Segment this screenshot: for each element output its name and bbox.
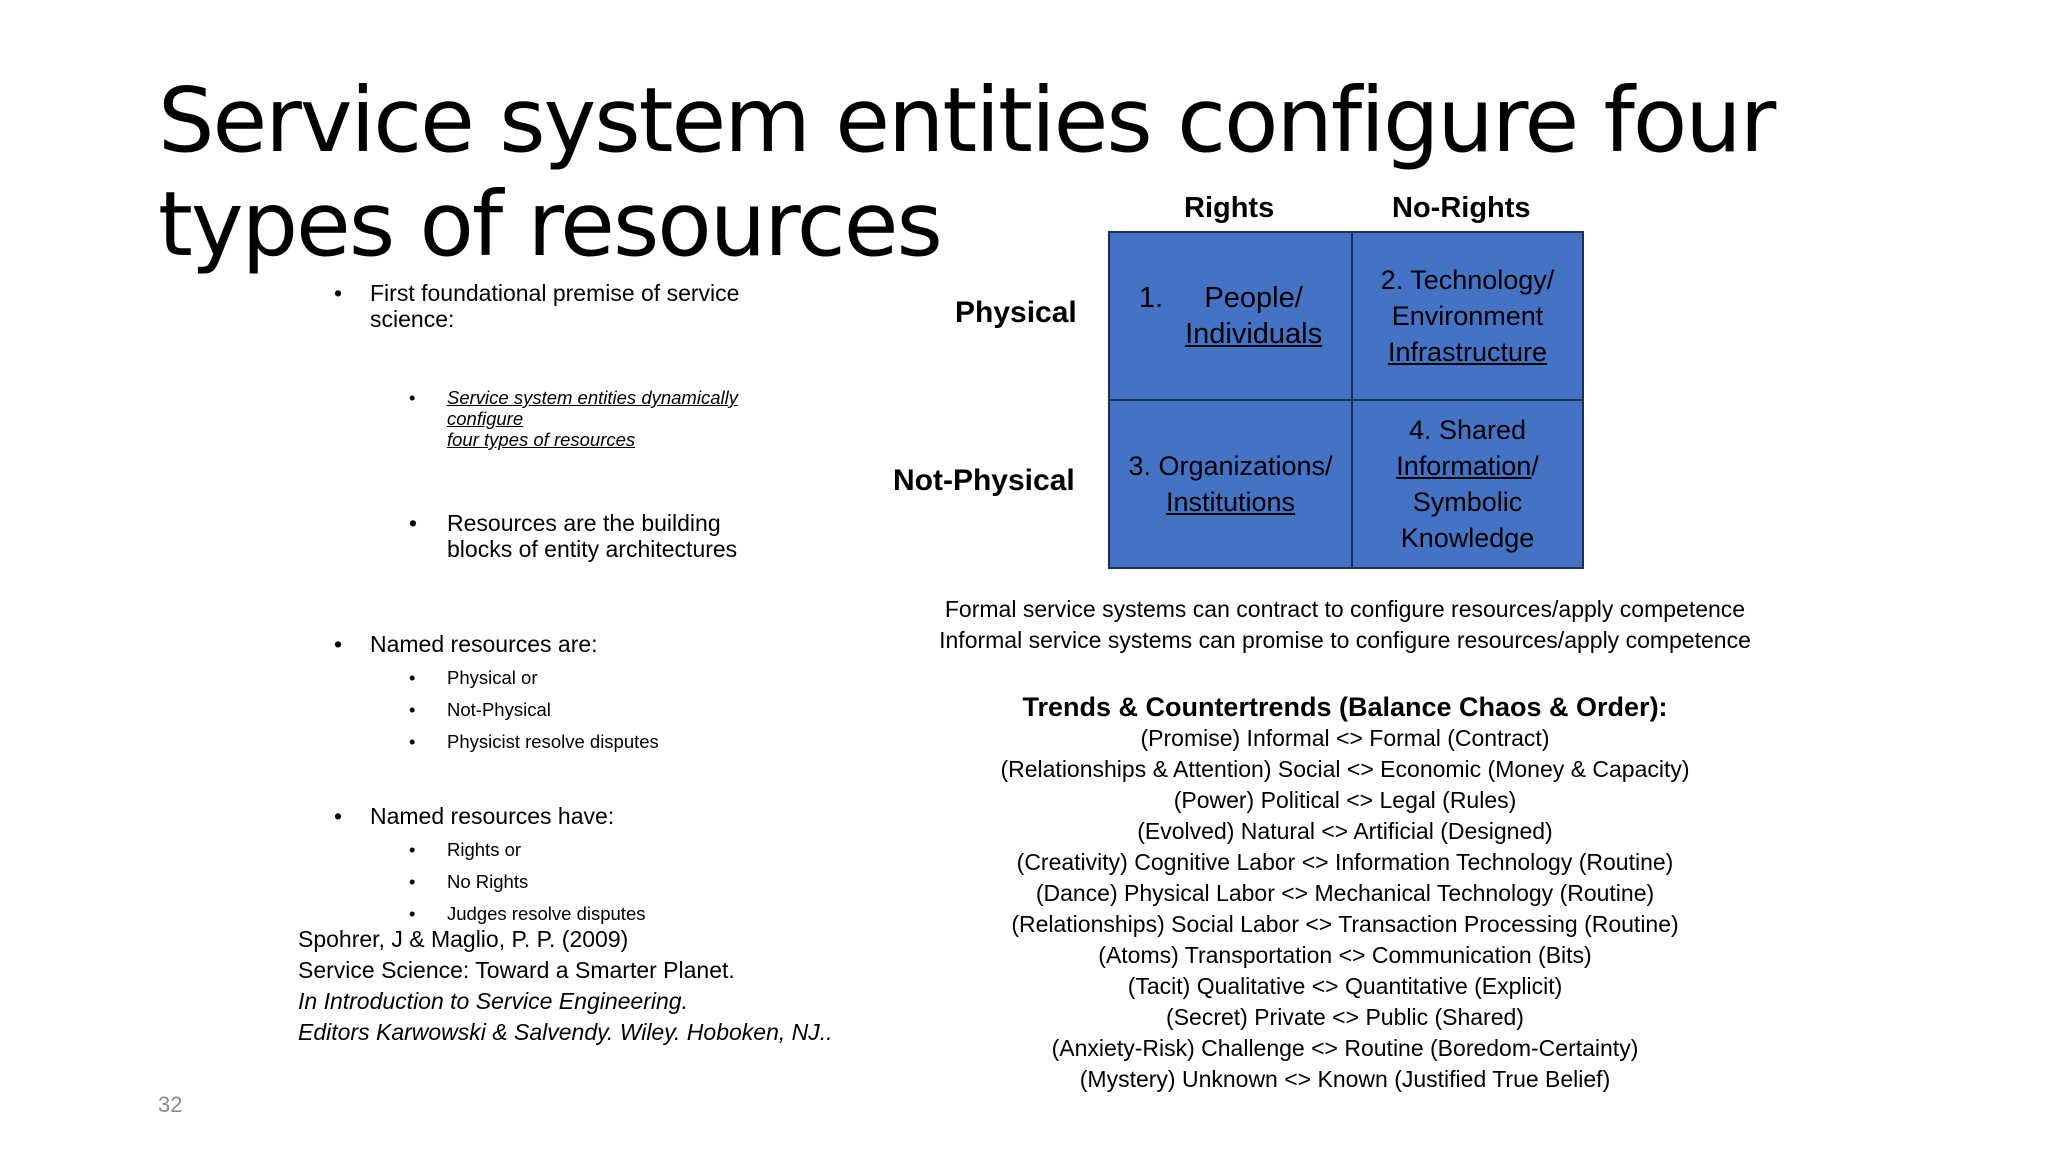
premise-quote-line1: Service system entities dynamically configure	[447, 387, 738, 429]
premise-quote-line2: four types of resources	[447, 429, 636, 450]
cell-information-suffix: /	[1531, 451, 1539, 481]
named-are-text: Named resources are:	[370, 631, 598, 657]
bullet-dot: •	[409, 667, 416, 688]
bullet-dot: •	[334, 803, 343, 829]
bullet-premise	[334, 280, 820, 332]
trend-item: (Evolved) Natural <> Artificial (Designed)	[1137, 818, 1553, 844]
trend-item: (Power) Political <> Legal (Rules)	[1173, 787, 1517, 813]
sub-bullet	[409, 731, 847, 752]
cell-organizations-label: 3. Organizations/	[1128, 451, 1333, 481]
cell-knowledge-label: Knowledge	[1400, 523, 1535, 553]
sub-bullet	[409, 699, 847, 720]
cell-shared-label: 4. Shared	[1408, 415, 1527, 445]
cell-symbolic-label: Symbolic	[1412, 487, 1523, 517]
bullet-premise-quote	[409, 387, 807, 450]
sub-bullet	[409, 903, 847, 924]
bullet-dot: •	[409, 699, 416, 720]
citation-book: In Introduction to Service Engineering.	[298, 988, 688, 1014]
bullet-named-have	[334, 803, 820, 829]
bullet-dot: •	[409, 731, 416, 752]
bullet-dot: •	[409, 839, 416, 860]
trend-item: (Secret) Private <> Public (Shared)	[1166, 1004, 1524, 1030]
sub-bullet-text: No Rights	[447, 871, 529, 892]
cell-institutions-label: Institutions	[1165, 487, 1296, 517]
cell-information-label: Information	[1396, 451, 1532, 481]
cell-individuals-label: Individuals	[1185, 318, 1323, 350]
citation-authors: Spohrer, J & Maglio, P. P. (2009)	[298, 926, 629, 952]
trend-item: (Promise) Informal <> Formal (Contract)	[1140, 725, 1550, 751]
formal-line: Formal service systems can contract to configure resources/apply competence	[944, 596, 1746, 622]
cell-infrastructure-label: Infrastructure	[1387, 337, 1548, 367]
bullet-named-are	[334, 631, 820, 657]
informal-line: Informal service systems can promise to configure resources/apply competence	[939, 627, 1751, 653]
trend-item: (Tacit) Qualitative <> Quantitative (Explicit)	[1127, 973, 1563, 999]
cell-number: 1.	[1138, 282, 1164, 314]
trend-item: (Relationships & Attention) Social <> Economic (Money & Capacity)	[1000, 756, 1690, 782]
col-header-rights: Rights	[1184, 192, 1275, 224]
sub-bullet	[409, 871, 847, 892]
trend-item: (Atoms) Transportation <> Communication (Bits)	[1098, 942, 1592, 968]
matrix-cell-people	[1108, 231, 1353, 401]
sub-bullet	[409, 667, 847, 688]
sub-bullet	[409, 839, 847, 860]
trend-item: (Dance) Physical Labor <> Mechanical Technology (Routine)	[1035, 880, 1655, 906]
matrix-cell-organizations	[1108, 399, 1353, 569]
matrix-cell-information	[1351, 399, 1584, 569]
cell-people-label: People/	[1204, 282, 1303, 314]
citation-title: Service Science: Toward a Smarter Planet.	[298, 957, 735, 983]
named-have-text: Named resources have:	[370, 803, 615, 829]
row-header-physical: Physical	[955, 296, 1077, 329]
trend-item: (Relationships) Social Labor <> Transaction Processing (Routine)	[1011, 911, 1679, 937]
sub-bullet-text: Judges resolve disputes	[447, 903, 646, 924]
bullet-building-blocks	[409, 510, 787, 562]
trend-item: (Creativity) Cognitive Labor <> Information Technology (Routine)	[1016, 849, 1674, 875]
sub-bullet-text: Physicist resolve disputes	[447, 731, 659, 752]
matrix-cell-technology	[1351, 231, 1584, 401]
sub-bullet-text: Physical or	[447, 667, 538, 688]
bullet-dot: •	[334, 280, 343, 306]
trends-title: Trends & Countertrends (Balance Chaos & Order):	[1022, 692, 1668, 722]
cell-environment-label: Environment	[1391, 301, 1544, 331]
citation-editors: Editors Karwowski & Salvendy. Wiley. Hoboken, NJ..	[298, 1019, 833, 1045]
citation	[298, 924, 833, 1048]
row-header-not-physical: Not-Physical	[893, 464, 1075, 497]
trend-item: (Mystery) Unknown <> Known (Justified True Belief)	[1079, 1066, 1611, 1092]
formal-informal-text	[880, 594, 1810, 656]
col-header-no-rights: No-Rights	[1392, 192, 1531, 224]
bullet-dot: •	[409, 510, 418, 536]
bullet-dot: •	[409, 871, 416, 892]
building-blocks-text: Resources are the building blocks of entity architectures	[447, 510, 738, 562]
premise-text: First foundational premise of service science:	[370, 280, 740, 332]
sub-bullet-text: Not-Physical	[447, 699, 551, 720]
trends-block	[880, 692, 1810, 1095]
bullet-dot: •	[409, 903, 416, 924]
bullet-dot: •	[409, 387, 416, 408]
slide-number: 32	[158, 1092, 183, 1117]
bullet-dot: •	[334, 631, 343, 657]
slide-title: Service system entities configure four types of resources	[158, 68, 1775, 276]
trend-item: (Anxiety-Risk) Challenge <> Routine (Boredom-Certainty)	[1051, 1035, 1639, 1061]
sub-bullet-text: Rights or	[447, 839, 522, 860]
cell-technology-label: 2. Technology/	[1380, 265, 1555, 295]
